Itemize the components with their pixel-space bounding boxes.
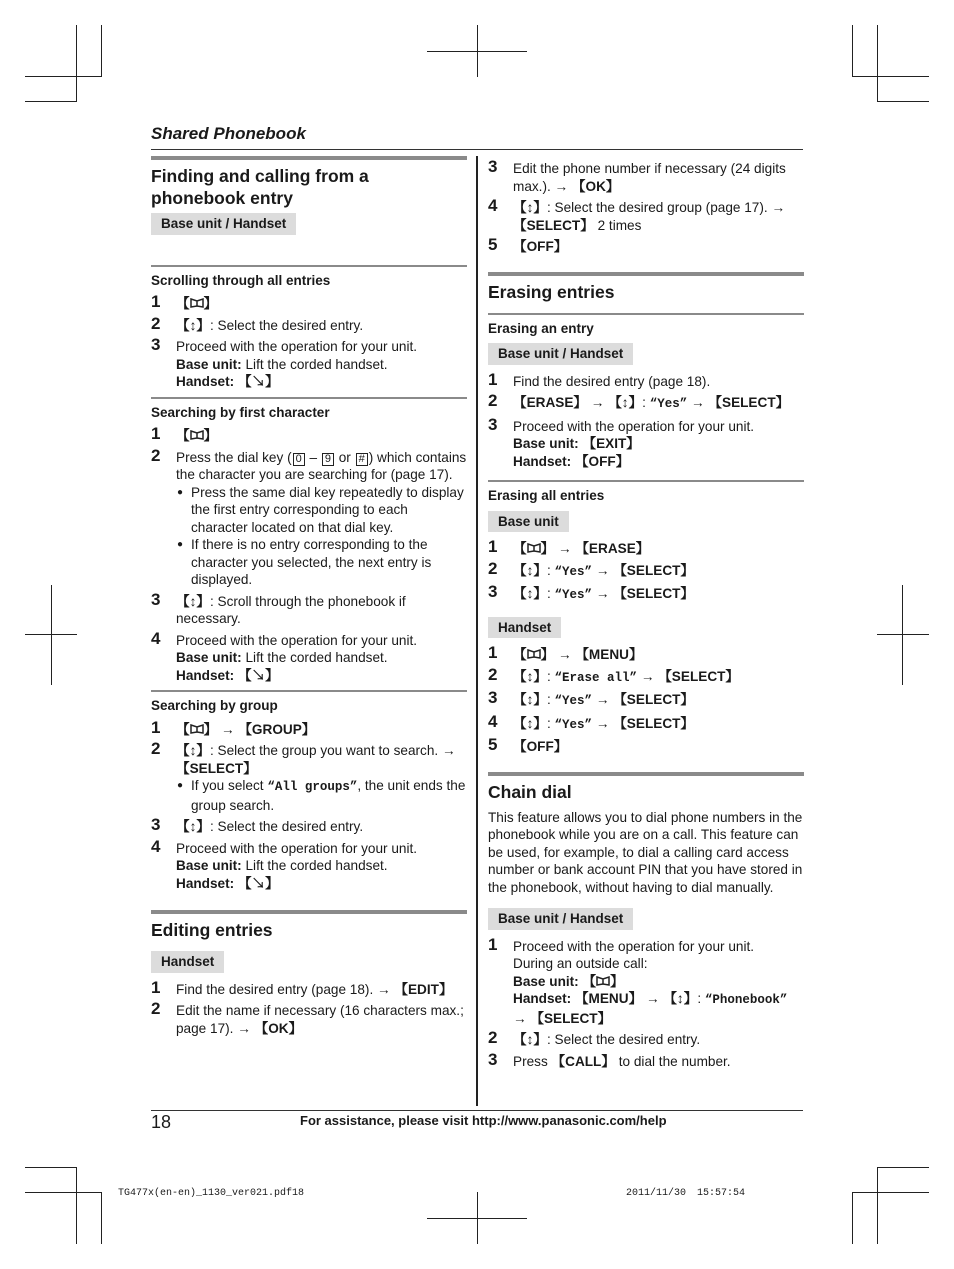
step: 5 【OFF】 [488, 235, 568, 254]
footer-rule [151, 1110, 803, 1111]
talk-key-icon: 【↘】 [237, 374, 279, 389]
crop-mark [25, 1167, 77, 1168]
step: 2 【ERASE】 → 【↕】: “Yes” → 【SELECT】 [488, 391, 790, 411]
arrow-icon: → [220, 721, 235, 737]
erasing-title: Erasing entries [488, 272, 804, 303]
erase-one-subtitle: Erasing an entry [488, 313, 804, 338]
step: 2 【↕】: Select the group you want to search. → 【SELECT】 ● If you select “All groups”, the unit ends the group search. [151, 742, 467, 814]
crop-mark [101, 25, 102, 77]
phonebook-icon: 【 】 [582, 973, 624, 989]
step: 1 【 】 → 【GROUP】 [151, 717, 316, 737]
crop-mark [25, 76, 102, 77]
crop-mark [25, 634, 77, 635]
phonebook-icon: 【 】 [513, 541, 555, 556]
navigator-key-icon: 【↕】 [176, 593, 210, 609]
unit-tag: Base unit / Handset [488, 343, 633, 365]
crop-mark [877, 1167, 929, 1168]
header-rule [151, 149, 803, 150]
crop-mark [427, 51, 527, 52]
step: 3 Proceed with the operation for your unit. Base unit: Lift the corded handset. Handset: 【↘】 [151, 335, 418, 389]
step: 1 【 】 [151, 292, 218, 311]
step: 5 【OFF】 [488, 735, 568, 754]
bullet: ● Press the same dial key repeatedly to display the first entry corresponding to each character located on that dial key. [176, 484, 467, 537]
step: 4 【↕】: Select the desired group (page 17). → 【SELECT】 2 times [488, 196, 786, 233]
crop-mark [51, 585, 52, 685]
crop-mark [25, 101, 77, 102]
crop-mark [852, 25, 853, 77]
navigator-key-icon: 【↕】 [176, 819, 210, 834]
crop-mark [877, 1167, 878, 1244]
arrow-icon: → [237, 1020, 251, 1036]
phonebook-icon: 【 】 [176, 428, 218, 443]
navigator-key-icon: 【↕】 [513, 1032, 547, 1047]
step: 4 Proceed with the operation for your unit. Base unit: Lift the corded handset. Handset: 【↘】 [151, 628, 418, 683]
page-number: 18 [151, 1112, 172, 1132]
arrow-icon: → [554, 178, 569, 194]
crop-mark [902, 585, 903, 685]
chain-dial-title: Chain dial [488, 772, 804, 803]
print-date: 2011/11/30 [626, 1188, 687, 1199]
first-char-subtitle: Searching by first character [151, 397, 467, 422]
right-column [488, 156, 804, 1074]
bullet: ● If there is no entry corresponding to the character you selected, the next entry is displayed. [176, 536, 467, 589]
navigator-key-icon: 【↕】 [176, 743, 210, 758]
file-name: TG477x(en-en)_1130_ver021.pdf [118, 1188, 293, 1199]
step: 3 Edit the phone number if necessary (24 digits max.). → 【OK】 [488, 157, 786, 194]
step: 2 Edit the name if necessary (16 characters max.; page 17). → 【OK】 [151, 999, 464, 1036]
crop-mark [877, 634, 929, 635]
step: 2 【↕】: “Yes” → 【SELECT】 [488, 558, 695, 579]
unit-tag: Handset [151, 951, 224, 973]
crop-mark [877, 101, 929, 102]
chain-dial-body: This feature allows you to dial phone numbers in the phonebook while you are on a call. This feature can be used, for example, to dial a calling card access number or bank account PIN that you have stored in the phonebook, without having to dial manually. [488, 809, 803, 895]
step: 2 【↕】: Select the desired entry. [151, 313, 364, 333]
talk-key-icon: 【↘】 [237, 875, 279, 891]
section-title: Shared Phonebook [151, 124, 306, 143]
navigator-key-icon: 【↕】 [176, 317, 210, 333]
step: 3 Press 【CALL】 to dial the number. [488, 1049, 731, 1069]
crop-mark [852, 76, 929, 77]
navigator-key-icon: 【↕】 [608, 395, 643, 410]
unit-tag: Base unit [488, 511, 569, 533]
arrow-icon: → [771, 200, 786, 215]
file-page: 18 [292, 1188, 305, 1199]
step: 1 【 】 → 【MENU】 [488, 643, 643, 662]
crop-mark [852, 1192, 853, 1244]
editing-title: Editing entries [151, 910, 467, 941]
column-divider [476, 156, 478, 1106]
talk-key-icon: 【↘】 [237, 667, 279, 683]
step: 1 【 】 [151, 424, 218, 443]
print-time: 15:57:54 [697, 1188, 746, 1199]
crop-mark [25, 1192, 102, 1193]
crop-mark [427, 1218, 527, 1219]
crop-mark [877, 25, 878, 102]
arrow-icon: → [441, 743, 456, 758]
phonebook-icon: 【 】 [513, 647, 555, 662]
crop-mark [101, 1192, 102, 1244]
finding-title: Finding and calling from a phonebook entry [151, 156, 467, 209]
step: 1 Find the desired entry (page 18). → 【EDIT】 [151, 977, 453, 997]
step: 2 Press the dial key ( 0 – 9 or # ) which contains the character you are searching for (page 17). ● Press the same dial key repeatedly to display the first entry corresponding to each character located on that dial key. ● If there is no entry corresponding to the character you selected, the next entry is displayed. [151, 449, 467, 589]
step: 3 Proceed with the operation for your unit. Base unit: 【EXIT】 Handset: 【OFF】 [488, 414, 755, 469]
step: 3 【↕】: “Yes” → 【SELECT】 [488, 582, 695, 602]
step: 4 Proceed with the operation for your unit. Base unit: Lift the corded handset. Handset: 【↘】 [151, 836, 418, 891]
bullet: ● If you select “All groups”, the unit ends the group search. [176, 777, 467, 814]
step: 1 【 】 → 【ERASE】 [488, 537, 650, 556]
crop-mark [76, 25, 77, 102]
phonebook-icon: 【 】 [176, 721, 218, 737]
crop-mark [76, 1167, 77, 1244]
step: 3 【↕】: Scroll through the phonebook if necessary. [151, 589, 406, 626]
left-column [151, 156, 467, 1041]
navigator-key-icon: 【↕】 [513, 200, 547, 215]
unit-tag: Base unit / Handset [488, 908, 633, 930]
step: 1 Find the desired entry (page 18). [488, 369, 711, 389]
unit-tag: Handset [488, 617, 561, 639]
unit-tag: Base unit / Handset [151, 213, 296, 235]
step: 3 【↕】: “Yes” → 【SELECT】 [488, 688, 695, 708]
phonebook-icon: 【 】 [176, 296, 218, 311]
assistance-text: For assistance, please visit http://www.panasonic.com/help [300, 1113, 667, 1128]
step: 1 Proceed with the operation for your unit. During an outside call: Base unit: 【 】 Handset: 【MENU】 → 【↕】: “Phonebook” → 【SELECT】 [488, 934, 788, 1026]
crop-mark [852, 1192, 929, 1193]
step: 2 【↕】: Select the desired entry. [488, 1028, 701, 1047]
group-subtitle: Searching by group [151, 690, 467, 715]
arrow-icon: → [377, 981, 391, 997]
scroll-subtitle: Scrolling through all entries [151, 265, 467, 290]
step: 3 【↕】: Select the desired entry. [151, 815, 364, 834]
step: 4 【↕】: “Yes” → 【SELECT】 [488, 711, 695, 732]
step: 2 【↕】: “Erase all” → 【SELECT】 [488, 664, 740, 685]
erase-all-subtitle: Erasing all entries [488, 480, 804, 505]
